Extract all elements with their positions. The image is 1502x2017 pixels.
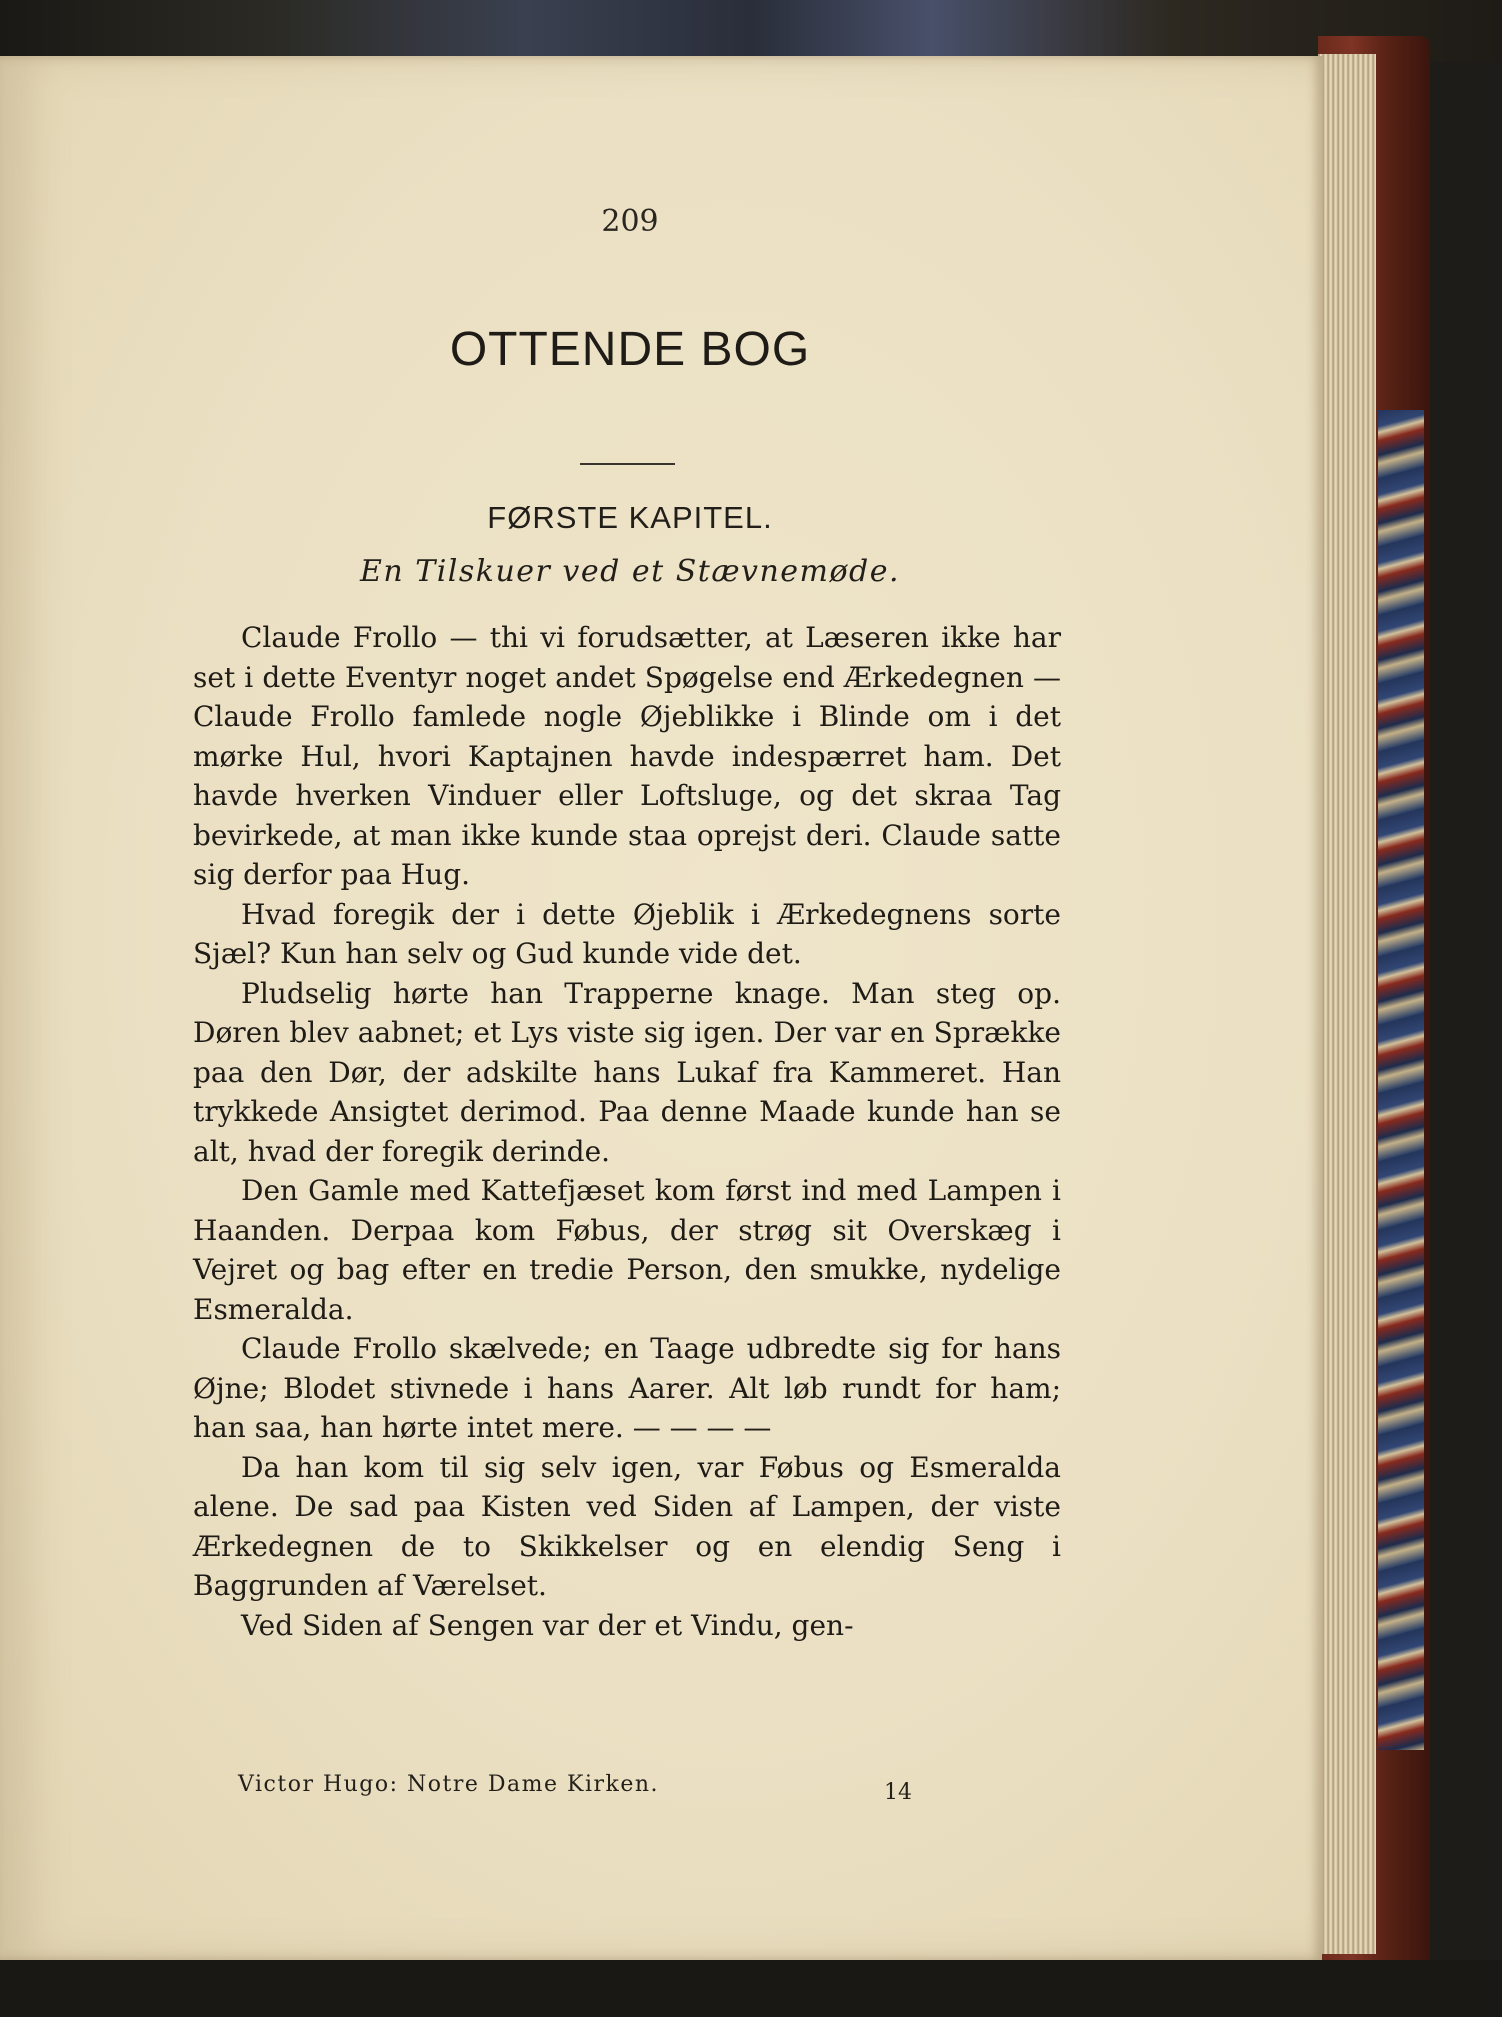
title-rule bbox=[580, 463, 675, 465]
body-text bbox=[193, 618, 1061, 1645]
paragraph: Da han kom til sig selv igen, var Føbus og Esmeralda alene. De sad paa Kisten ved Siden af Lampen, der viste Ærkedegnen de to Skikkelser og en elendig Seng i Baggrunden af Værelset. bbox=[193, 1450, 1061, 1602]
page-footer: Victor Hugo: Notre Dame Kirken. bbox=[238, 1772, 660, 1797]
chapter-heading: FØRSTE KAPITEL. bbox=[487, 500, 773, 535]
marbled-endpaper bbox=[1378, 410, 1424, 1750]
paragraph: Den Gamle med Kattefjæset kom først ind med Lampen i Haanden. Derpaa kom Føbus, der strøg sit Overskæg i Vejret og bag efter en tredie Person, den smukke, nydelige Esmeralda. bbox=[193, 1174, 1061, 1326]
scanner-background-top bbox=[0, 0, 1502, 62]
book-page bbox=[0, 56, 1322, 1960]
page-number: 209 bbox=[601, 204, 659, 239]
scanner-background-bottom bbox=[0, 1960, 1502, 2017]
paragraph: Hvad foregik der i dette Øjeblik i Ærkedegnens sorte Sjæl? Kun han selv og Gud kunde vide det. bbox=[193, 897, 1061, 970]
paragraph: Pludselig hørte han Trapperne knage. Man steg op. Døren blev aabnet; et Lys viste sig igen. Der var en Sprække paa den Dør, der adskilte hans Lukaf fra Kammeret. Han trykkede Ansigtet derimod. Paa denne Maade kunde han se alt, hvad der foregik derinde. bbox=[193, 976, 1061, 1168]
paragraph: Claude Frollo skælvede; en Taage udbredte sig for hans Øjne; Blodet stivnede i hans Aarer. Alt løb rundt for ham; han saa, han hørte intet mere. — — — — bbox=[193, 1332, 1061, 1444]
chapter-subtitle: En Tilskuer ved et Stævnemøde. bbox=[359, 554, 901, 589]
book-title: OTTENDE BOG bbox=[449, 323, 811, 376]
signature-mark: 14 bbox=[884, 1780, 912, 1805]
paragraph: Claude Frollo — thi vi forudsætter, at Læseren ikke har set i dette Eventyr noget andet Spøgelse end Ærkedegnen — Claude Frollo famlede nogle Øjeblikke i Blinde om i det mørke Hul, hvori Kaptajnen havde indespærret ham. Det havde hverken Vinduer eller Loftsluge, og det skraa Tag bevirkede, at man ikke kunde staa oprejst deri. Claude satte sig derfor paa Hug. bbox=[193, 621, 1061, 891]
paragraph: Ved Siden af Sengen var der et Vindu, gen- bbox=[241, 1608, 854, 1642]
page-edges bbox=[1318, 54, 1376, 1954]
